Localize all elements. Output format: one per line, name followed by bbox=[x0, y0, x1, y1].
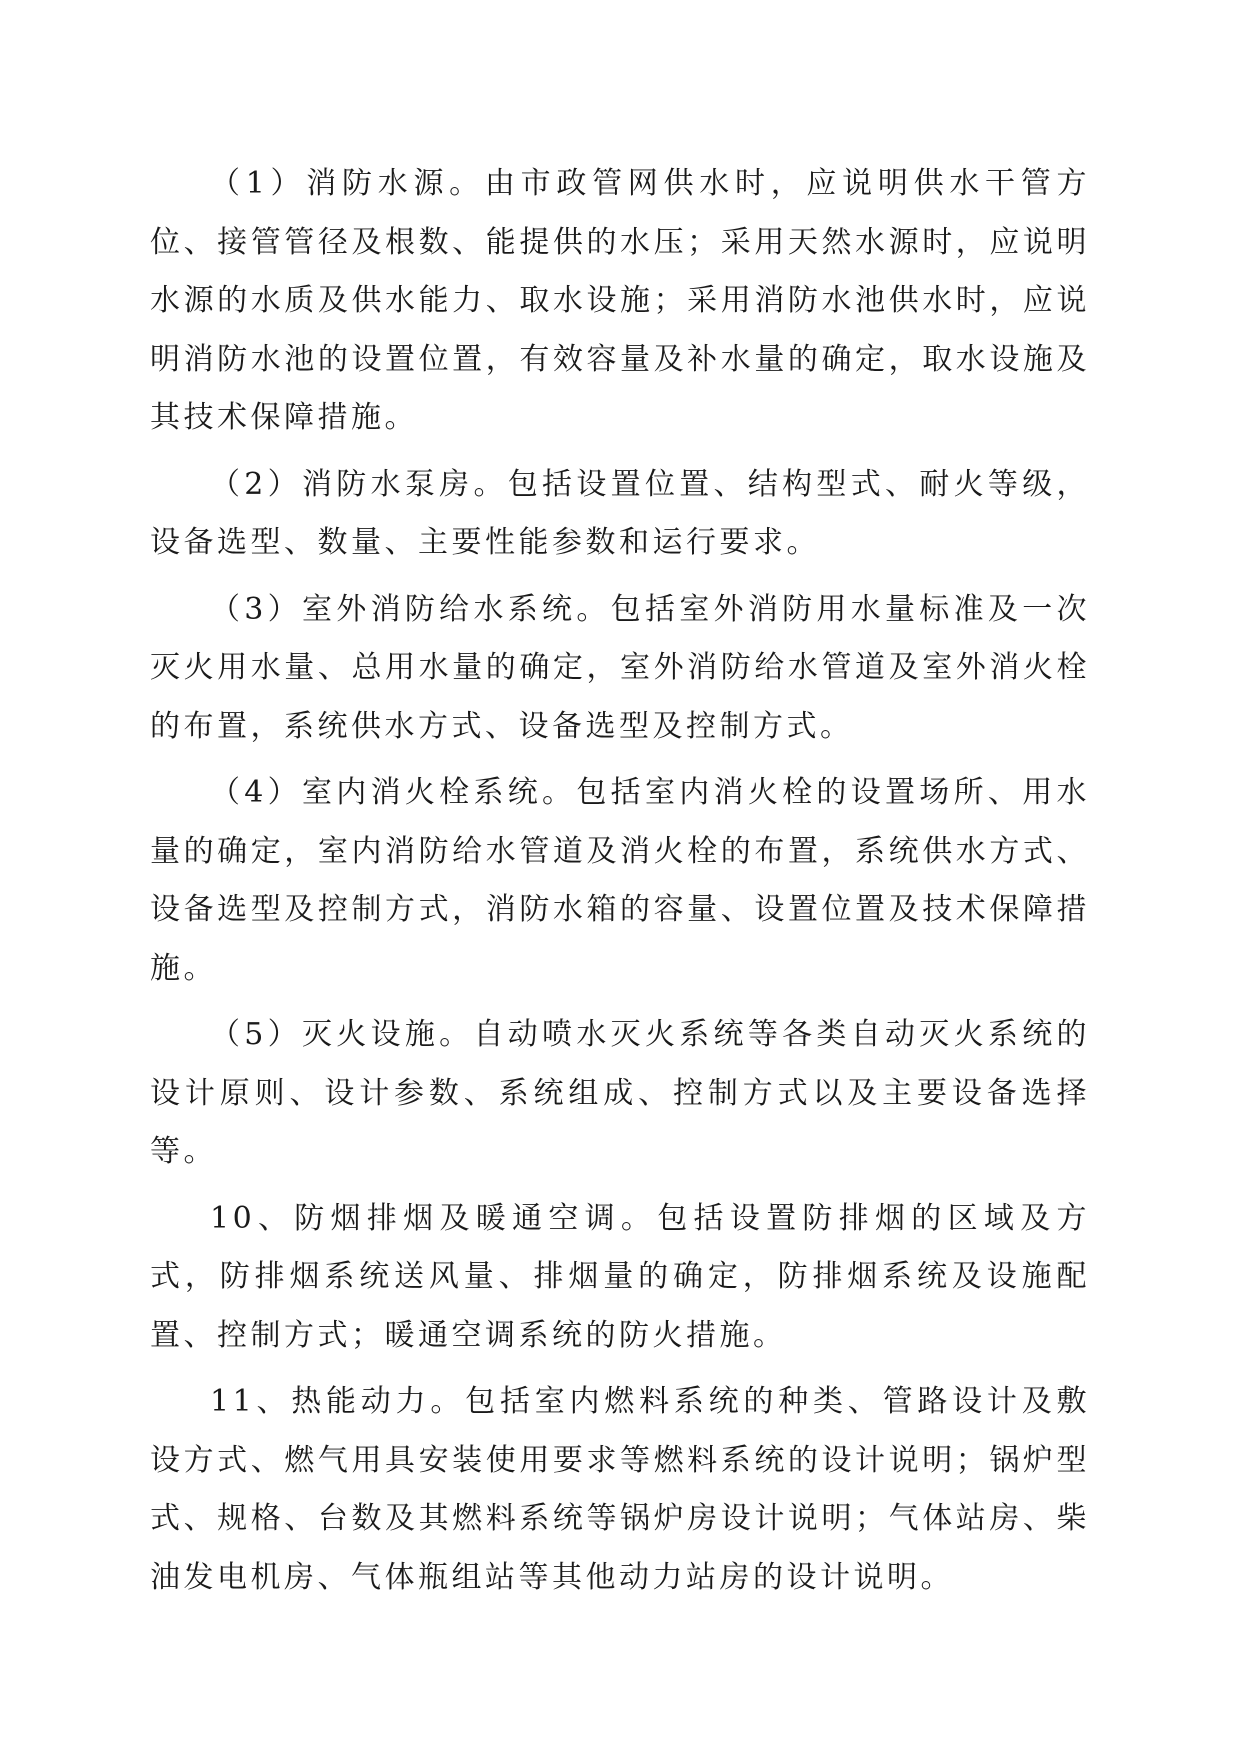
paragraph-fire-water-source: （1）消防水源。由市政管网供水时，应说明供水干管方位、接管管径及根数、能提供的水压；采用天然水源时，应说明水源的水质及供水能力、取水设施；采用消防水池供水时，应说明消防水池的设置位置，有效容量及补水量的确定，取水设施及其技术保障措施。 bbox=[150, 166, 1090, 435]
paragraph-indoor-hydrant-system: （4）室内消火栓系统。包括室内消火栓的设置场所、用水量的确定，室内消防给水管道及消火栓的布置，系统供水方式、设备选型及控制方式，消防水箱的容量、设置位置及技术保障措施。 bbox=[150, 775, 1090, 986]
document-body bbox=[150, 155, 1090, 1615]
paragraph-thermal-power: 11、热能动力。包括室内燃料系统的种类、管路设计及敷设方式、燃气用具安装使用要求等燃料系统的设计说明；锅炉型式、规格、台数及其燃料系统等锅炉房设计说明；气体站房、柴油发电机房、气体瓶组站等其他动力站房的设计说明。 bbox=[150, 1384, 1090, 1595]
paragraph-outdoor-fire-water-system: （3）室外消防给水系统。包括室外消防用水量标准及一次灭火用水量、总用水量的确定，室外消防给水管道及室外消火栓的布置，系统供水方式、设备选型及控制方式。 bbox=[150, 591, 1090, 744]
paragraph-extinguishing-facilities: （5）灭火设施。自动喷水灭火系统等各类自动灭火系统的设计原则、设计参数、系统组成、控制方式以及主要设备选择等。 bbox=[150, 1017, 1090, 1169]
paragraph-fire-pump-room: （2）消防水泵房。包括设置位置、结构型式、耐火等级，设备选型、数量、主要性能参数和运行要求。 bbox=[150, 466, 1090, 560]
paragraph-smoke-control-hvac: 10、防烟排烟及暖通空调。包括设置防排烟的区域及方式，防排烟系统送风量、排烟量的确定，防排烟系统及设施配置、控制方式；暖通空调系统的防火措施。 bbox=[150, 1200, 1090, 1353]
